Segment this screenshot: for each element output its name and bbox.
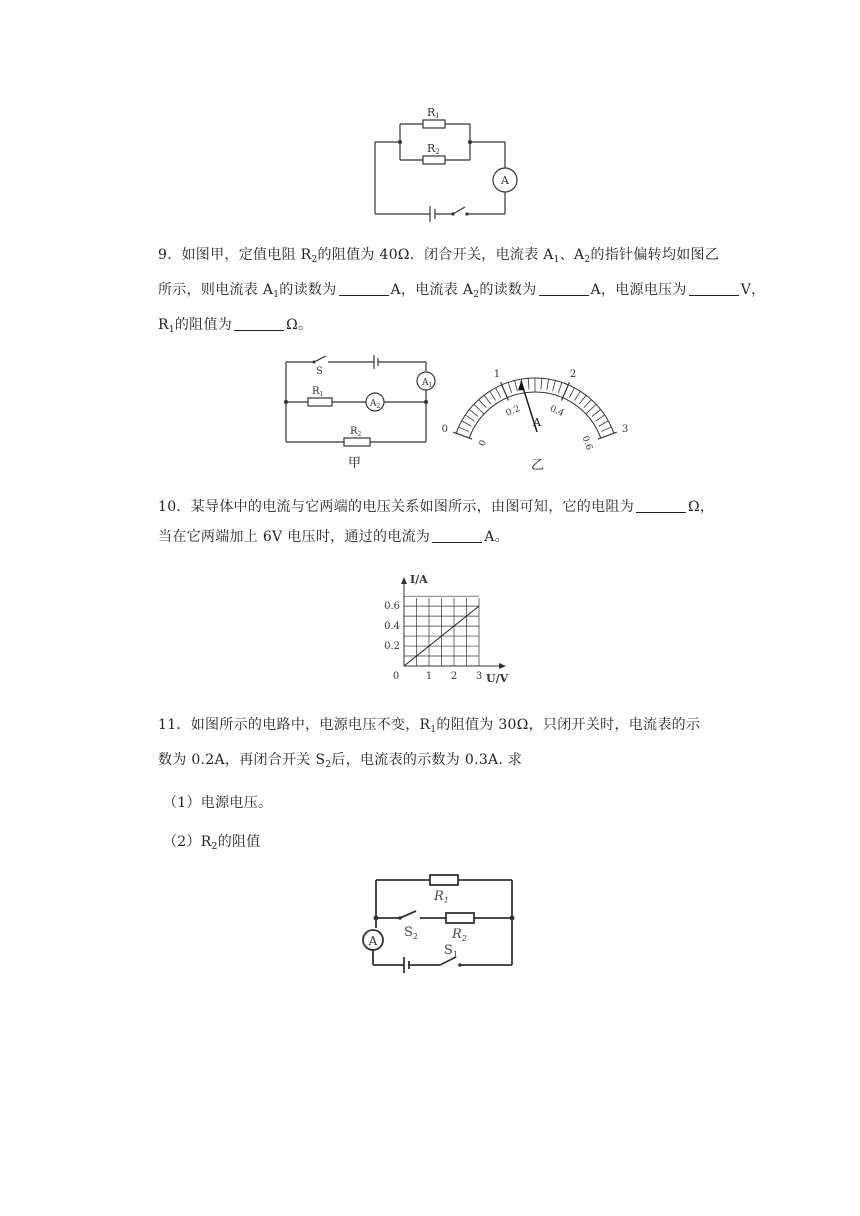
x-tick-label: 1 [425, 671, 433, 682]
dial-inner-label: 0.2 [504, 404, 522, 419]
dial-inner-label: 0.4 [548, 404, 566, 419]
question-10 [158, 492, 718, 552]
r2-label: R [452, 927, 462, 942]
svg-text:R1: R1 [427, 106, 440, 120]
r2-label: R [350, 426, 358, 437]
dial-tick [453, 432, 472, 439]
dial-tick [596, 415, 605, 421]
fig9-meter-dial [441, 350, 629, 452]
resistor-r1 [308, 398, 332, 406]
fig11-circuit-diagram [360, 870, 525, 975]
q11-line-1: 11．如图所示的电路中，电源电压不变，$R_1$的阻值为 30Ω，只闭开关时，电流表的示 [158, 717, 701, 735]
dial-tick [515, 380, 518, 391]
r1-label: R [427, 106, 436, 119]
svg-text:A2: $A_2$ [370, 399, 381, 410]
switch-s2 [400, 911, 416, 918]
svg-text:S2: $S_2$ [404, 925, 418, 941]
dial-tick [558, 382, 562, 392]
dial-tick [469, 410, 478, 417]
ammeter-label: A [368, 934, 378, 948]
answer-blank[interactable] [636, 498, 686, 513]
y-tick-label: 0.2 [384, 641, 400, 653]
r2-label: R [427, 142, 436, 155]
switch [453, 207, 465, 214]
dial-tick [508, 382, 512, 392]
svg-text:R2: $R_2$ [350, 426, 362, 438]
y-axis-arrow [401, 577, 407, 584]
answer-blank[interactable] [234, 316, 284, 331]
caption-jia: 甲 [348, 456, 362, 471]
svg-text:R1: $R_1$ [434, 889, 449, 905]
x-axis-label: U/V [486, 672, 509, 685]
switch-s [314, 356, 326, 362]
dial-tick [484, 395, 491, 404]
dial-tick [479, 400, 486, 408]
dial-tick [547, 379, 549, 390]
q10-line-2: 当在它两端加上 6V 电压时，通过的电流为 A。 [158, 529, 509, 545]
q11-line-2: 数为 0.2A，再闭合开关 $S_2$后，电流表的示数为 0.3A. 求 [158, 752, 523, 770]
dial-outer-label: 3 [622, 424, 629, 436]
dial-tick [601, 427, 611, 432]
a1-label: A [422, 378, 429, 388]
answer-blank[interactable] [339, 281, 389, 296]
r1-label: R [312, 386, 320, 397]
q9-line-3: $R_1$的阻值为 Ω。 [158, 317, 313, 335]
answer-blank[interactable] [539, 281, 589, 296]
resistor-r1 [430, 875, 458, 885]
dial-tick [579, 395, 586, 404]
caption-yi: 乙 [531, 458, 545, 473]
s1-label: S [444, 943, 453, 958]
answer-blank[interactable] [689, 281, 739, 296]
svg-text:R1: $R_1$ [312, 386, 324, 398]
answer-blank[interactable] [432, 528, 482, 543]
dial-tick [584, 400, 591, 408]
dial-tick [465, 415, 474, 421]
resistor-r1 [423, 120, 445, 128]
q10-line-1: 10．某导体中的电流与它两端的电压关系如图所示，由图可知，它的电阻为 Ω， [158, 499, 715, 515]
q11-part-1: （1）电源电压。 [163, 795, 273, 811]
dial-tick [592, 410, 601, 417]
x-axis-arrow [499, 663, 506, 669]
dial-tick [462, 421, 472, 426]
y-axis-label: I/A [410, 573, 428, 586]
dial-tick [586, 404, 596, 414]
r1-label: R [434, 889, 444, 904]
switch-label: S [316, 366, 323, 377]
y-tick-label: 0.4 [384, 621, 400, 633]
svg-text:R2: R2 [427, 142, 440, 156]
dial-tick [490, 391, 496, 400]
top-circuit-diagram [365, 100, 525, 220]
dial-tick [496, 388, 501, 398]
q9-line-2: 所示，则电流表 $A_1$的读数为 A，电流表 $A_2$的读数为 A，电源电压为 V， [158, 282, 766, 300]
question-9 [158, 240, 766, 345]
resistor-r2 [344, 438, 370, 446]
fig9-circuit-diagram [280, 352, 440, 452]
dial-tick [569, 388, 574, 398]
y-tick-label: 0.6 [384, 601, 400, 613]
dial-tick [574, 391, 580, 400]
svg-text:S1: $S_1$ [444, 943, 458, 959]
dial-unit: A [533, 416, 541, 429]
resistor-r2 [446, 913, 474, 923]
dial-tick [459, 427, 469, 432]
iu-graph [380, 573, 520, 688]
dial-tick [528, 378, 529, 389]
question-11 [158, 710, 718, 780]
dial-tick [599, 421, 609, 426]
dial-tick [541, 378, 542, 389]
svg-text:A1: $A_1$ [422, 378, 433, 389]
s2-label: S [404, 925, 413, 940]
x-tick-label: 3 [475, 671, 483, 682]
dial-tick [562, 382, 570, 400]
dial-tick [501, 382, 509, 400]
q9-line-1: 9．如图甲，定值电阻 $R_2$的阻值为 40Ω．闭合开关，电流表 $A_1$、$A_2$的指针偏转均如图乙 [158, 247, 720, 265]
dial-outer-label: 0 [441, 424, 448, 436]
x-tick-label: 2 [450, 671, 458, 682]
dial-inner-label: 0 [477, 438, 489, 448]
x-tick-label: 0 [392, 671, 400, 682]
dial-inner-label: 0.6 [579, 434, 594, 452]
a2-label: A [370, 399, 377, 409]
q11-part-2: $(2)R_2$的阻值 [163, 834, 261, 852]
dial-tick [474, 404, 484, 414]
svg-text:R2: $R_2$ [452, 927, 467, 943]
resistor-r2 [423, 156, 445, 164]
dial-tick [598, 432, 617, 439]
dial-tick [553, 380, 556, 391]
ammeter-label: A [501, 174, 509, 187]
dial-outer-label: 2 [569, 368, 577, 380]
dial-outer-label: 1 [493, 368, 501, 380]
